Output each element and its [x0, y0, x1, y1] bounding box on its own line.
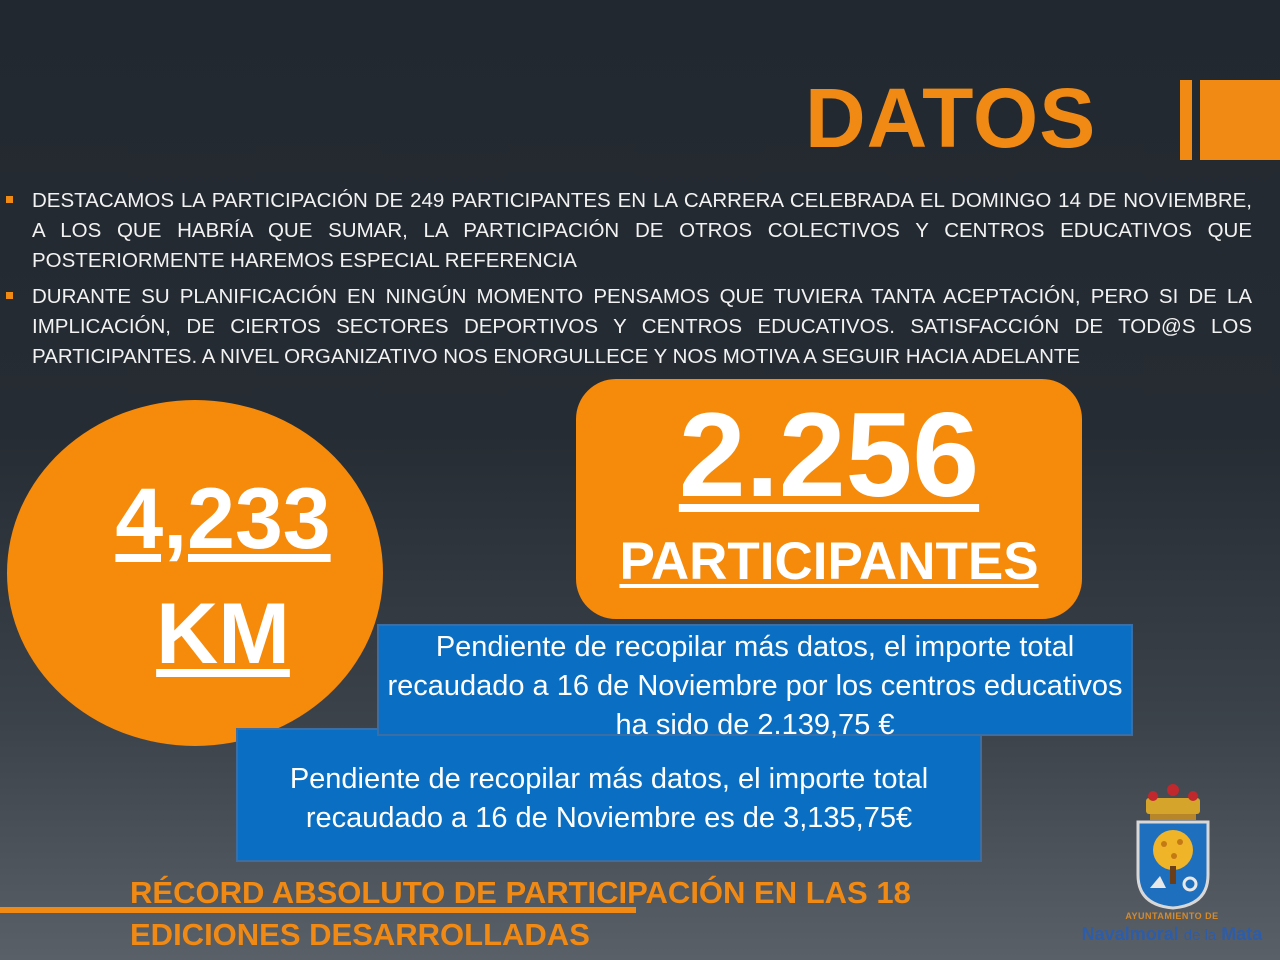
title-accent-bar [1180, 80, 1192, 160]
record-statement: RÉCORD ABSOLUTO DE PARTICIPACIÓN EN LAS 18 EDICIONES DESARROLLADAS [130, 875, 911, 952]
participants-value: 2.256 [678, 388, 980, 522]
bullet-square-icon [6, 196, 13, 203]
title-accent-block [1200, 80, 1280, 160]
logo-name [1080, 924, 1264, 945]
municipal-crest-icon [1128, 780, 1218, 910]
bullet-item [6, 186, 1252, 276]
total-raised-box: Pendiente de recopilar más datos, el importe total recaudado a 16 de Noviembre es de 3,135,75€ [236, 728, 982, 862]
km-circle [7, 400, 383, 746]
bullet-item [6, 282, 1252, 372]
km-value: 4,233 [115, 471, 331, 567]
bullet-square-icon [6, 292, 13, 299]
bullet-text: DURANTE SU PLANIFICACIÓN EN NINGÚN MOMENTO PENSAMOS QUE TUVIERA TANTA ACEPTACIÓN, PERO SI DE LA IMPLICACIÓN, DE CIERTOS SECTORES DEPORTIVOS Y CENTROS EDUCATIVOS. SATISFACCIÓN DE TOD@S LOS PARTICIPANTES. A NIVEL ORGANIZATIVO NOS ENORGULLECE Y NOS MOTIVA A SEGUIR HACIA ADELANTE [32, 285, 1252, 368]
bullet-text: DESTACAMOS LA PARTICIPACIÓN DE 249 PARTICIPANTES EN LA CARRERA CELEBRADA EL DOMINGO 14 DE NOVIEMBRE, A LOS QUE HABRÍA QUE SUMAR, LA PARTICIPACIÓN DE OTROS COLECTIVOS Y CENTROS EDUCATIVOS QUE POSTERIORMENTE HAREMOS ESPECIAL REFERENCIA [32, 189, 1252, 272]
logo-name-end: Mata [1221, 924, 1263, 944]
participants-label: PARTICIPANTES [619, 532, 1039, 591]
slide-title: DATOS [805, 71, 1097, 165]
km-unit: KM [156, 586, 290, 682]
bullet-list [6, 186, 1252, 378]
logo-caption: AYUNTAMIENTO DE [1125, 911, 1219, 921]
logo-name-main: Navalmoral [1081, 924, 1179, 944]
logo-name-small: de la [1183, 927, 1217, 944]
schools-raised-box: Pendiente de recopilar más datos, el importe total recaudado a 16 de Noviembre por los centros educativos ha sido de 2.139,75 € [377, 624, 1133, 736]
